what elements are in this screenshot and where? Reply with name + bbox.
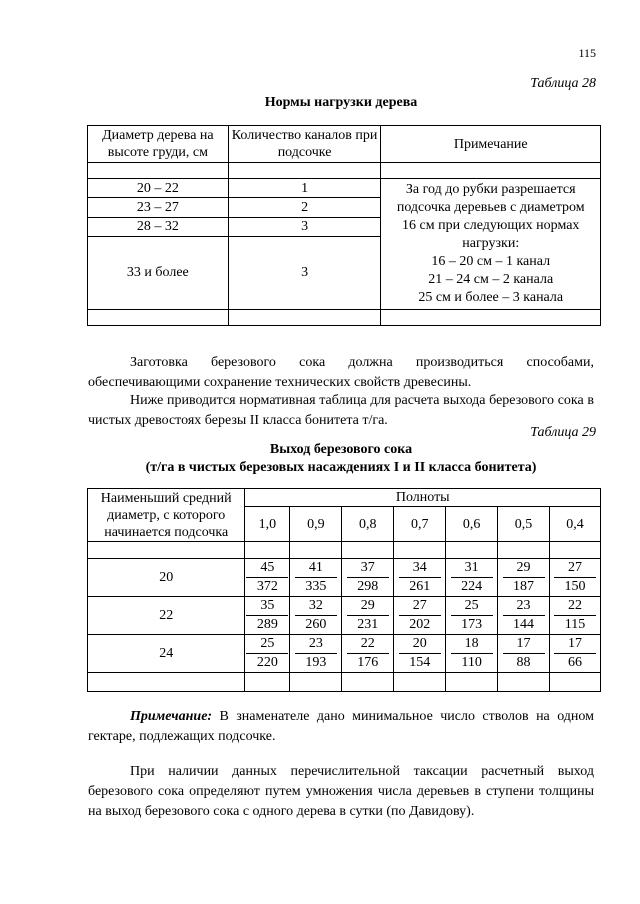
table28-header-note: Примечание xyxy=(381,126,601,163)
fraction xyxy=(347,636,389,671)
table28-note-line: подсочка деревьев с диаметром xyxy=(396,200,585,215)
fraction xyxy=(554,636,596,671)
table29-value-cell xyxy=(498,597,550,635)
yield-value: 18 xyxy=(451,636,493,654)
yield-value: 22 xyxy=(347,636,389,654)
table29-value-cell xyxy=(342,635,394,673)
stem-count-value: 115 xyxy=(564,617,586,632)
table28-header-diameter: Диаметр дерева на высоте груди, см xyxy=(88,126,229,163)
yield-value: 45 xyxy=(246,560,288,578)
yield-value: 17 xyxy=(503,636,545,654)
stem-count-value: 88 xyxy=(516,655,531,670)
fraction xyxy=(295,560,337,595)
table28-row-diameter: 33 и более xyxy=(88,236,229,309)
table29-value-cell xyxy=(342,597,394,635)
yield-value: 17 xyxy=(554,636,596,654)
stem-count-value: 202 xyxy=(409,617,431,632)
yield-value: 34 xyxy=(399,560,441,578)
yield-value: 25 xyxy=(246,636,288,654)
table29-body xyxy=(88,559,601,673)
stem-count-value: 260 xyxy=(305,617,327,632)
fraction xyxy=(554,560,596,595)
table29-row-diameter: 20 xyxy=(88,559,245,597)
table29-value-cell xyxy=(342,559,394,597)
paragraph-1: Заготовка березового сока должна производиться способами, обеспечивающими сохранение технических свойств древесины. xyxy=(88,355,594,390)
stem-count-value: 144 xyxy=(513,617,535,632)
table28-note-line: 16 – 20 см – 1 канал xyxy=(431,254,551,269)
stem-count-value: 193 xyxy=(305,655,327,670)
yield-value: 22 xyxy=(554,598,596,616)
table29-value-cell xyxy=(550,597,601,635)
table28-note-line: 16 см при следующих нормах xyxy=(402,218,580,233)
fraction xyxy=(451,598,493,633)
fraction xyxy=(503,636,545,671)
stem-count-value: 176 xyxy=(357,655,379,670)
yield-value: 20 xyxy=(399,636,441,654)
density-header: 0,9 xyxy=(290,507,342,542)
table28-note-line: нагрузки: xyxy=(462,236,520,251)
paragraph-2: Ниже приводится нормативная таблица для расчета выхода березового сока в чистых древостоях березы II класса бонитета т/га. xyxy=(88,393,594,428)
table29-value-cell xyxy=(290,559,342,597)
stem-count-value: 220 xyxy=(256,655,278,670)
table28-note-line: 21 – 24 см – 2 канала xyxy=(428,272,554,287)
table29-row xyxy=(88,597,601,635)
fraction xyxy=(295,636,337,671)
table29-value-cell xyxy=(550,635,601,673)
table29-caption: Таблица 29 xyxy=(530,425,596,440)
table28-title: Нормы нагрузки дерева xyxy=(264,95,418,110)
stem-count-value: 110 xyxy=(461,655,482,670)
stem-count-value: 298 xyxy=(357,579,379,594)
stem-count-value: 224 xyxy=(461,579,483,594)
yield-value: 27 xyxy=(399,598,441,616)
yield-value: 31 xyxy=(451,560,493,578)
yield-value: 32 xyxy=(295,598,337,616)
fraction xyxy=(451,636,493,671)
yield-value: 29 xyxy=(347,598,389,616)
table29-value-cell xyxy=(245,597,290,635)
yield-value: 27 xyxy=(554,560,596,578)
table28-row-channels: 3 xyxy=(228,236,381,309)
table29-value-cell xyxy=(498,559,550,597)
table29-title-line1: Выход березового сока xyxy=(269,442,413,457)
table28-row-channels: 2 xyxy=(228,198,381,217)
density-header: 0,7 xyxy=(394,507,446,542)
table29-value-cell xyxy=(290,635,342,673)
density-header: 0,5 xyxy=(498,507,550,542)
fraction xyxy=(347,560,389,595)
table29-value-cell xyxy=(446,559,498,597)
table29-value-cell xyxy=(498,635,550,673)
yield-value: 37 xyxy=(347,560,389,578)
stem-count-value: 335 xyxy=(305,579,327,594)
table29-header-densities: Полноты xyxy=(245,489,601,507)
yield-value: 35 xyxy=(246,598,288,616)
stem-count-value: 289 xyxy=(256,617,278,632)
fraction xyxy=(399,636,441,671)
stem-count-value: 173 xyxy=(461,617,483,632)
density-header: 0,8 xyxy=(342,507,394,542)
stem-count-value: 372 xyxy=(256,579,278,594)
table29-row xyxy=(88,559,601,597)
density-header: 1,0 xyxy=(245,507,290,542)
table28-row-channels: 3 xyxy=(228,217,381,236)
density-header: 0,4 xyxy=(550,507,601,542)
table29-title-line2: (т/га в чистых березовых насаждениях I и II класса бонитета) xyxy=(145,460,537,475)
stem-count-value: 187 xyxy=(513,579,535,594)
table28-row-diameter: 28 – 32 xyxy=(88,217,229,236)
table29-value-cell xyxy=(446,635,498,673)
table29-value-cell xyxy=(550,559,601,597)
table28-note-cell xyxy=(381,179,601,310)
table28-caption: Таблица 28 xyxy=(530,76,596,91)
stem-count-value: 66 xyxy=(568,655,582,670)
fraction xyxy=(399,560,441,595)
fraction xyxy=(246,636,288,671)
yield-value: 25 xyxy=(451,598,493,616)
fraction xyxy=(503,560,545,595)
table28-row-diameter: 23 – 27 xyxy=(88,198,229,217)
table29-value-cell xyxy=(446,597,498,635)
fraction xyxy=(246,560,288,595)
table28-note-line: 25 см и более – 3 канала xyxy=(418,290,564,305)
paragraph-3: При наличии данных перечислительной таксации расчетный выход березового сока определяют путем умножения числа деревьев в ступени толщины на выход березового сока с одного дерева в сутки (по Давидову). xyxy=(88,764,594,819)
page-number: 115 xyxy=(578,46,596,60)
note-label: Примечание: xyxy=(130,709,213,724)
stem-count-value: 231 xyxy=(357,617,379,632)
table29-row-diameter: 22 xyxy=(88,597,245,635)
table28-row-channels: 1 xyxy=(228,179,381,198)
table28 xyxy=(87,125,601,326)
density-header: 0,6 xyxy=(446,507,498,542)
yield-value: 29 xyxy=(503,560,545,578)
fraction xyxy=(554,598,596,633)
table29-value-cell xyxy=(394,635,446,673)
table29-value-cell xyxy=(245,559,290,597)
fraction xyxy=(399,598,441,633)
fraction xyxy=(246,598,288,633)
table29-row-diameter: 24 xyxy=(88,635,245,673)
stem-count-value: 150 xyxy=(564,579,586,594)
table29-row xyxy=(88,635,601,673)
table29-value-cell xyxy=(394,597,446,635)
table29-value-cell xyxy=(245,635,290,673)
table28-note-line: За год до рубки разрешается xyxy=(405,182,576,197)
table29-header-diameter: Наименьший средний диаметр, с которого начинается подсочка xyxy=(88,489,245,542)
fraction xyxy=(347,598,389,633)
table28-row-diameter: 20 – 22 xyxy=(88,179,229,198)
stem-count-value: 261 xyxy=(409,579,431,594)
fraction xyxy=(503,598,545,633)
note-paragraph xyxy=(88,707,594,747)
fraction xyxy=(295,598,337,633)
stem-count-value: 154 xyxy=(409,655,431,670)
yield-value: 23 xyxy=(503,598,545,616)
table28-header-channels: Количество каналов при подсочке xyxy=(228,126,381,163)
table29 xyxy=(87,488,601,692)
table29-value-cell xyxy=(290,597,342,635)
yield-value: 23 xyxy=(295,636,337,654)
fraction xyxy=(451,560,493,595)
note-text: В знаменателе дано минимальное число стволов на одном гектаре, подлежащих подсочке. xyxy=(88,709,594,744)
table29-value-cell xyxy=(394,559,446,597)
yield-value: 41 xyxy=(295,560,337,578)
